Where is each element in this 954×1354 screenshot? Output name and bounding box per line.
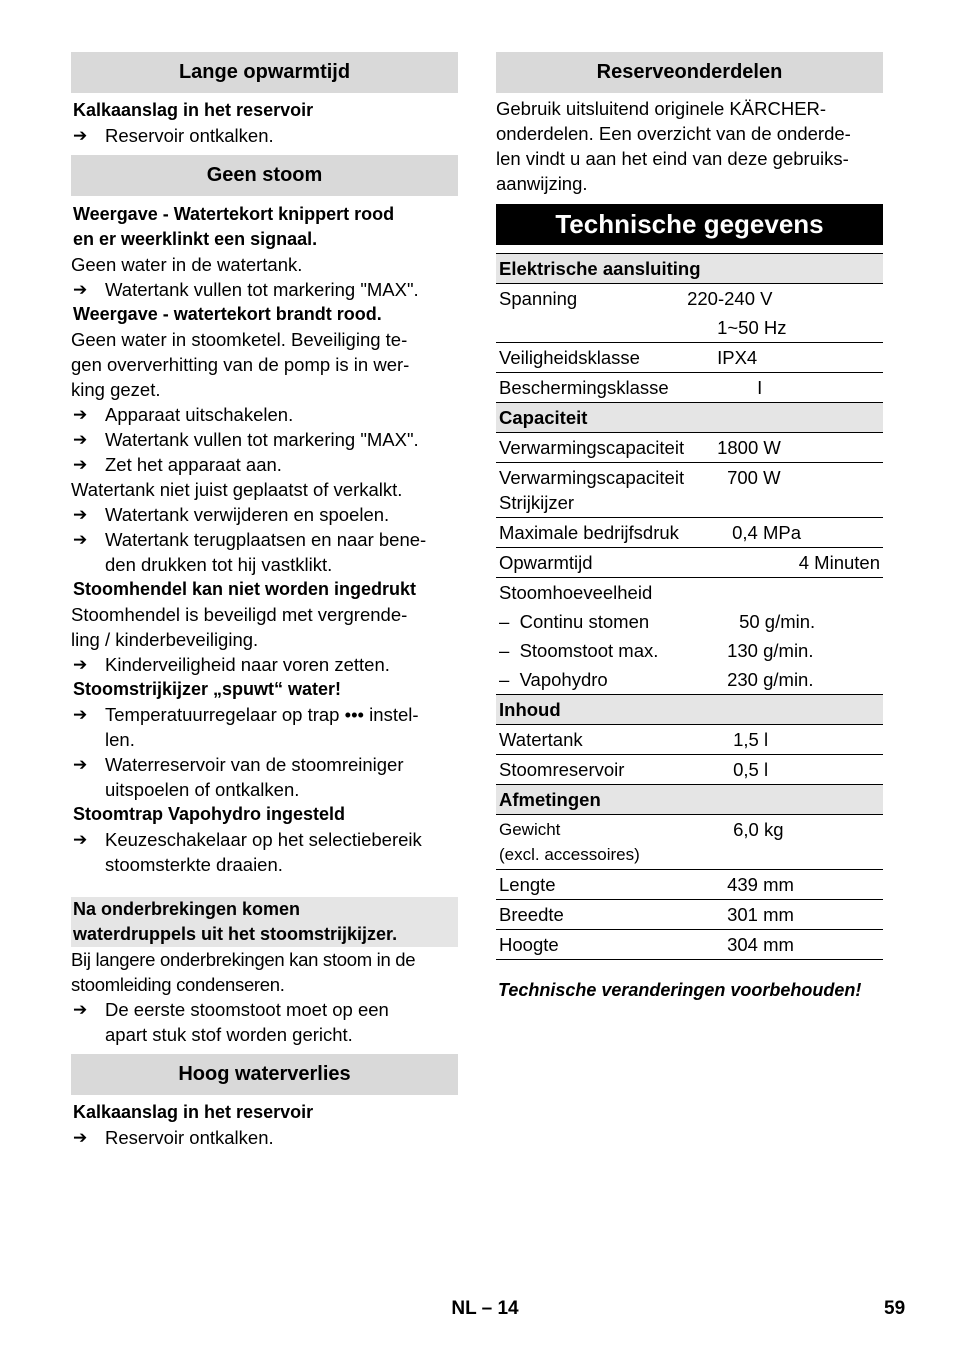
table-row: Verwarmingscapaciteit 1800 W <box>496 433 883 463</box>
list-item: ➔ Apparaat uitschakelen. <box>73 404 294 425</box>
table-group-row: Afmetingen <box>496 785 883 815</box>
list-item: ➔ Zet het apparaat aan. <box>73 454 282 475</box>
arrow-icon: ➔ <box>73 430 88 449</box>
subheading-shaded: Na onderbrekingen komen waterdruppels uit het stoomstrijkijzer. <box>71 897 458 947</box>
arrow-icon: ➔ <box>73 655 88 674</box>
subheading: Stoomhendel kan niet worden ingedrukt <box>73 579 417 599</box>
list-item: ➔ Watertank vullen tot markering "MAX". <box>73 279 419 300</box>
arrow-icon: ➔ <box>73 705 88 724</box>
section-heading: Geen stoom <box>71 155 458 196</box>
arrow-icon: ➔ <box>73 126 88 145</box>
arrow-icon: ➔ <box>73 830 88 849</box>
table-row: Gewicht (excl. accessoires) 6,0 kg <box>496 815 883 870</box>
paragraph: Bij langere onderbrekingen kan stoom in de stoomleiding condenseren. <box>71 949 416 995</box>
paragraph: Stoomhendel is beveiligd met vergrende- ling / kinderbeveiliging. <box>71 604 408 650</box>
list-item: ➔ Waterreservoir van de stoomreiniger uitspoelen of ontkalken. <box>73 754 404 800</box>
page-number: 59 <box>884 1298 906 1319</box>
subheading: Stoomstrijkijzer „spuwt“ water! <box>73 679 342 699</box>
subheading: Kalkaanslag in het reservoir <box>73 1102 314 1122</box>
table-row: Hoogte 304 mm <box>496 930 883 960</box>
table-row: Opwarmtijd 4 Minuten <box>496 548 883 578</box>
table-row: Stoomreservoir 0,5 l <box>496 755 883 785</box>
table-row: Veiligheidsklasse IPX4 <box>496 343 883 373</box>
list-item: ➔ De eerste stoomstoot moet op een apart stuk stof worden gericht. <box>73 999 389 1045</box>
table-row: 1~50 Hz <box>717 317 787 338</box>
paragraph: Geen water in de watertank. <box>71 254 303 275</box>
table-row: Breedte 301 mm <box>496 900 883 930</box>
table-group-row: Capaciteit <box>496 403 883 433</box>
paragraph: Gebruik uitsluitend originele KÄRCHER- onderdelen. Een overzicht van de onderde- len vindt u aan het eind van deze gebruiks- aanwijzing. <box>496 98 851 194</box>
page-footer-label: NL – 14 <box>451 1298 519 1319</box>
subheading: Kalkaanslag in het reservoir <box>73 100 314 120</box>
list-item: ➔ Watertank verwijderen en spoelen. <box>73 504 390 525</box>
section-heading: Hoog waterverlies <box>71 1054 458 1095</box>
list-item: ➔ Kinderveiligheid naar voren zetten. <box>73 654 390 675</box>
subheading: Stoomtrap Vapohydro ingesteld <box>73 804 346 824</box>
arrow-icon: ➔ <box>73 1128 88 1147</box>
list-item: ➔ Watertank vullen tot markering "MAX". <box>73 429 419 450</box>
table-row: Verwarmingscapaciteit Strijkijzer 700 W <box>496 463 883 518</box>
right-column <box>496 52 883 1001</box>
left-column <box>71 52 458 1150</box>
table-row: Beschermingsklasse I <box>496 373 883 403</box>
table-row: – Stoomstoot max. 130 g/min. <box>499 640 814 661</box>
section-heading: Lange opwarmtijd <box>71 52 458 93</box>
table-group-row: Elektrische aansluiting <box>496 254 883 284</box>
table-group-row: Inhoud <box>496 695 883 725</box>
table-row: – Vapohydro 230 g/min. <box>499 669 814 690</box>
arrow-icon: ➔ <box>73 1000 88 1019</box>
table-row: Watertank 1,5 l <box>496 725 883 755</box>
section-heading: Reserveonderdelen <box>496 52 883 93</box>
paragraph: Geen water in stoomketel. Beveiliging te- gen oververhitting van de pomp is in wer- king gezet. <box>71 329 410 400</box>
arrow-icon: ➔ <box>73 530 88 549</box>
table-row: – Continu stomen 50 g/min. <box>499 611 816 632</box>
arrow-icon: ➔ <box>73 755 88 774</box>
arrow-icon: ➔ <box>73 455 88 474</box>
arrow-icon: ➔ <box>73 405 88 424</box>
list-item: ➔ Reservoir ontkalken. <box>73 1127 274 1148</box>
list-item: ➔ Watertank terugplaatsen en naar bene- den drukken tot hij vastklikt. <box>73 529 427 575</box>
page-title: Technische gegevens <box>496 204 883 245</box>
table-row: Lengte 439 mm <box>496 870 883 900</box>
table-row: Stoomhoeveelheid <box>496 578 883 608</box>
disclaimer-note: Technische veranderingen voorbehouden! <box>498 980 862 1000</box>
subheading: Weergave - watertekort brandt rood. <box>73 304 382 324</box>
paragraph: Watertank niet juist geplaatst of verkalkt. <box>71 479 403 500</box>
list-item: ➔ Keuzeschakelaar op het selectiebereik stoomsterkte draaien. <box>73 829 422 875</box>
spec-table <box>496 253 883 960</box>
subheading: Weergave - Watertekort knippert rood en er weerklinkt een signaal. <box>73 204 395 249</box>
arrow-icon: ➔ <box>73 280 88 299</box>
list-item: ➔ Reservoir ontkalken. <box>73 125 274 146</box>
table-row: Spanning 220-240 V <box>496 284 883 314</box>
table-row: Maximale bedrijfsdruk 0,4 MPa <box>496 518 883 548</box>
list-item: ➔ Temperatuurregelaar op trap ••• instel- len. <box>73 704 419 750</box>
arrow-icon: ➔ <box>73 505 88 524</box>
